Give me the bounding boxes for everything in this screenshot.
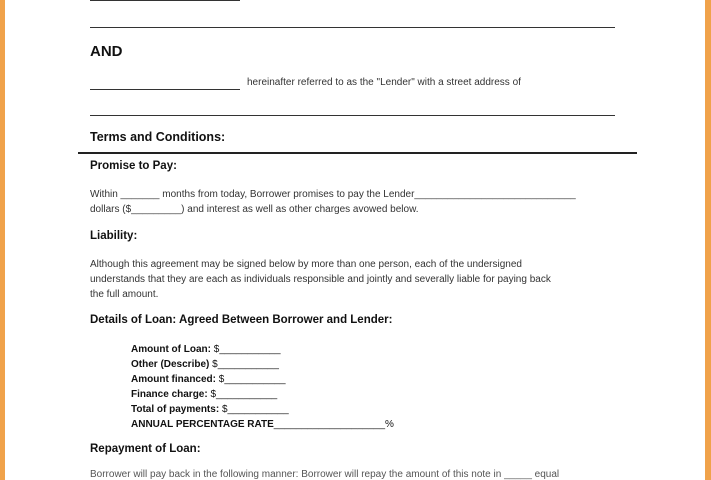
loan-item-finance-charge: Finance charge: $___________: [131, 389, 278, 400]
loan-item-other: Other (Describe) $___________: [131, 359, 279, 370]
lender-name-blank: [90, 89, 240, 90]
page-border-right: [705, 0, 711, 480]
liability-line-3: the full amount.: [90, 289, 159, 300]
liability-heading: Liability:: [90, 230, 138, 242]
repayment-line-1: Borrower will pay back in the following manner: Borrower will repay the amount of this note in _____ equal: [90, 469, 560, 480]
promise-heading: Promise to Pay:: [90, 160, 177, 172]
liability-paragraph: [90, 257, 630, 302]
borrower-name-blank: [90, 0, 240, 1]
promise-line-2: dollars ($_________) and interest as well as other charges avowed below.: [90, 204, 419, 215]
promise-paragraph: [90, 187, 630, 217]
lender-address-blank: [90, 115, 615, 116]
and-heading: AND: [90, 43, 123, 60]
document-page: [5, 0, 705, 480]
borrower-address-blank: [90, 27, 615, 28]
loan-item-apr: ANNUAL PERCENTAGE RATE____________________%: [131, 419, 394, 430]
loan-item-total: Total of payments: $___________: [131, 404, 289, 415]
liability-line-2: understands that they are each as individuals responsible and jointly and severally liable for paying back: [90, 274, 551, 285]
liability-line-1: Although this agreement may be signed below by more than one person, each of the undersigned: [90, 259, 522, 270]
section-divider: [78, 152, 637, 154]
repayment-heading: Repayment of Loan:: [90, 443, 201, 455]
loan-details-list: [131, 342, 394, 432]
lender-clause: hereinafter referred to as the "Lender" with a street address of: [247, 77, 521, 88]
loan-item-amount: Amount of Loan: $___________: [131, 344, 281, 355]
terms-heading: Terms and Conditions:: [90, 130, 226, 144]
promise-line-1: Within _______ months from today, Borrower promises to pay the Lender_____________________________: [90, 189, 576, 200]
loan-item-financed: Amount financed: $___________: [131, 374, 286, 385]
loan-details-heading: Details of Loan: Agreed Between Borrower and Lender:: [90, 314, 393, 326]
